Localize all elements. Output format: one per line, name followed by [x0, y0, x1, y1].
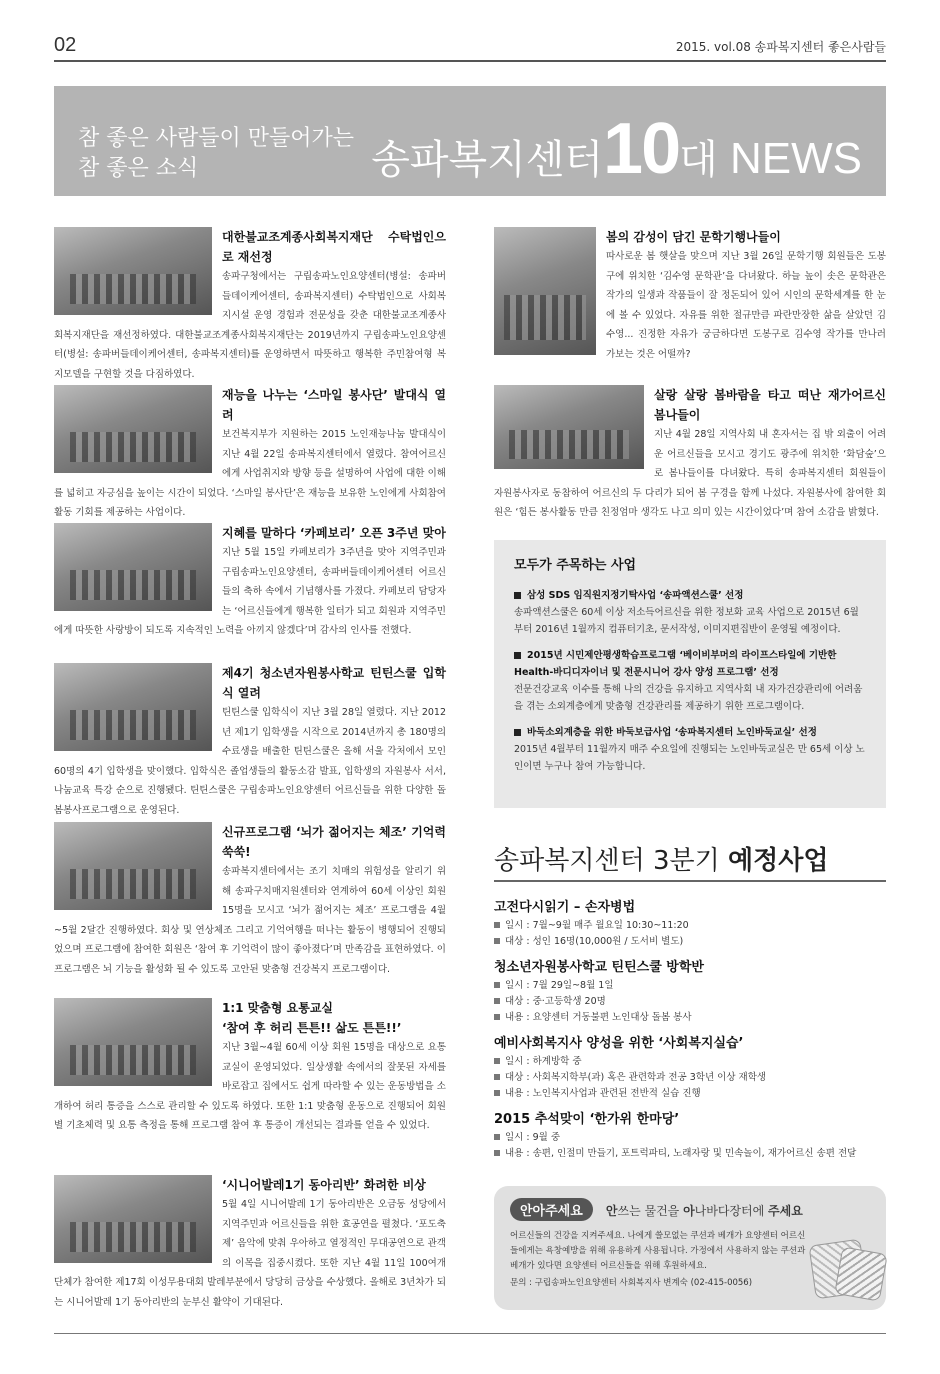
schedule-list — [494, 890, 886, 1162]
article-body: 지난 3월~4월 60세 이상 회원 15명을 대상으로 요통교실이 운영되었다. 일상생활 속에서의 잘못된 자세를 바로잡고 집에서도 쉽게 따라할 수 있는 운동방법을 소개하여 허리 통증을 스스로 관리할 수 있도록 하였다. 또한 1:1 맞춤형 운동으로 진행되어 회원별 기초체력 및 요통 측정을 통해 프로그램 참여 후 통증이 개선되는 결과를 얻을 수 있었다. — [54, 1042, 446, 1132]
article-body: 지난 4월 28일 지역사회 내 혼자서는 집 밖 외출이 어려운 어르신들을 모시고 경기도 광주에 위치한 ‘화담숲’으로 봄나들이를 다녀왔다. 특히 송파복지센터 회원들이 자원봉사자로 동참하여 어르신의 두 다리가 되어 봄 구경을 함께 나섰다. 자원봉사에 참여한 회원은 ‘힘든 봉사활동 만큼 친정엄마 생각도 나고 의미 있는 시간이었다’며 참여 소감을 밝혔다. — [494, 429, 886, 519]
banner-title — [371, 108, 862, 190]
featured-item-body: 송파액션스쿨은 60세 이상 저소득어르신을 위한 정보화 교육 사업으로 2015년 6월부터 2016년 1월까지 컴퓨터기초, 문서작성, 이미지편집반이 운영될 예정이다. — [514, 607, 859, 635]
notice-headline: 안쓰는 물건을 아나바다장터에 주세요 — [605, 1204, 803, 1218]
article-title: 살랑 살랑 봄바람을 타고 떠난 재가어르신 봄나들이 — [654, 388, 886, 422]
featured-item — [514, 647, 866, 715]
article-photo — [54, 227, 212, 315]
article-foundation — [54, 227, 446, 385]
article-photo — [54, 998, 212, 1086]
article-senior-ballet — [54, 1175, 446, 1313]
bullet-square-icon — [494, 998, 500, 1004]
article-photo — [54, 385, 212, 473]
bullet-square-icon — [514, 592, 521, 599]
bullet-square-icon — [494, 1134, 500, 1140]
banner-title-number: 10 — [603, 109, 680, 189]
bullet-square-icon — [494, 1074, 500, 1080]
banner-subtitle-line2: 참 좋은 소식 — [78, 156, 199, 181]
schedule-group-title: 청소년자원봉사학교 틴틴스쿨 방학반 — [494, 960, 704, 975]
article-body: 따사로운 봄 햇살을 맞으며 지난 3월 26일 문학기행 회원들은 도봉구에 위치한 ‘김수영 문학관’을 다녀왔다. 하늘 높이 솟은 문학관은 작가의 일생과 작품들이 잘 정돈되어 있어 시인의 문학세계를 한 눈에 볼 수 있었다. 자유를 위한 절규만큼 파란만장한 삶을 살았던 김수영... 진정한 자유가 궁금하다면 도봉구로 김수영 작가를 만나러 가보는 것은 어떨까? — [606, 251, 886, 360]
schedule-heading-a: 송파복지센터 3분기 — [494, 846, 728, 876]
banner-subtitle-line1: 참 좋은 사람들이 만들어가는 — [78, 126, 355, 151]
bullet-square-icon — [494, 982, 500, 988]
featured-item-title: 바둑소외계층을 위한 바둑보급사업 ‘송파복지센터 노인바둑교실’ 선정 — [527, 727, 817, 738]
featured-item-title: 삼성 SDS 임직원지정기탁사업 ‘송파액션스쿨’ 선정 — [527, 590, 744, 601]
article-photo — [494, 227, 596, 355]
issue-label: 2015. vol.08 송파복지센터 좋은사람들 — [675, 40, 886, 54]
banner-subtitle — [78, 124, 354, 184]
bullet-square-icon — [494, 1150, 500, 1156]
featured-item — [514, 724, 866, 775]
article-photo — [494, 385, 644, 469]
featured-projects-box — [494, 540, 886, 808]
schedule-line: 일시 : 하계방학 중 — [494, 1054, 886, 1070]
schedule-line: 대상 : 사회복지학부(과) 혹은 관련학과 전공 3학년 이상 재학생 — [494, 1070, 886, 1086]
schedule-line: 내용 : 요양센터 거동불편 노인대상 돌봄 봉사 — [494, 1010, 886, 1026]
schedule-line: 일시 : 9월 중 — [494, 1130, 886, 1146]
featured-item-title: 2015년 시민제안평생학습프로그램 ‘베이비부머의 라이프스타일에 기반한 Health-바디디자이너 및 전문시니어 강사 양성 프로그램’ 선정 — [514, 650, 837, 678]
article-smile-volunteers — [54, 385, 446, 523]
article-body: 송파복지센터에서는 조기 치매의 위험성을 알리기 위해 송파구치매지원센터와 연계하여 60세 이상인 회원 15명을 모시고 ‘뇌가 젊어지는 체조’ 프로그램을 4월~5월 2달간 진행하였다. 회상 및 연상체조 그리고 기억여행을 떠나는 활동이 병행되어 진행되었으며 프로그램에 참여한 회원은 ‘참여 후 기억력이 많이 좋아졌다’며 만족감을 표현하였다. 이 프로그램은 뇌 기능을 활성화 될 수 있도록 고안된 맞춤형 건강복지 프로그램이다. — [54, 866, 446, 975]
article-photo — [54, 1175, 212, 1263]
article-body: 보건복지부가 지원하는 2015 노인재능나눔 발대식이 지난 4월 22일 송파복지센터에서 열렸다. 참여어르신에게 사업취지와 방향 등을 설명하여 사업에 대한 이해를 넓히고 자긍심을 높이는 시간이 되었다. ‘스마일 봉사단’은 재능을 보유한 노인에게 사회참여 활동 기회를 제공하는 사업이다. — [54, 429, 446, 519]
notice-text: 어르신들의 건강을 지켜주세요. 나에게 쓸모없는 쿠션과 베개가 요양센터 어르신들에게는 욕창예방을 위해 유용하게 사용됩니다. 가정에서 사용하지 않는 쿠션과 베개가 있다면 요양센터 어르신들을 위해 후원하세요. — [510, 1231, 806, 1271]
schedule-line: 일시 : 7월 29일~8월 1일 — [494, 978, 886, 994]
schedule-heading-b: 예정사업 — [728, 846, 829, 876]
article-body: 틴틴스쿨 입학식이 지난 3월 28일 열렸다. 지난 2012년 제1기 입학생을 시작으로 2014년까지 총 180명의 수료생을 배출한 틴틴스쿨은 올해 서울 각처에서 모인 60명의 4기 입학생을 맞이했다. 입학식은 졸업생들의 활동소감 발표, 입학생의 자원봉사 서서, 나눔교육 특강 순으로 진행됐다. 틴틴스쿨은 구립송파노인요양센터 어르신들을 위한 다양한 돌봄봉사프로그램으로 운영된다. — [54, 707, 446, 816]
bullet-square-icon — [514, 652, 521, 659]
bullet-square-icon — [494, 1058, 500, 1064]
bullet-square-icon — [514, 729, 521, 736]
news-banner — [54, 86, 886, 196]
article-title: ‘시니어발레1기 동아리반’ 화려한 비상 — [222, 1178, 426, 1192]
article-body: 5월 4일 시니어발레 1기 동아리반은 오금동 성당에서 지역주민과 어르신들을 위한 효공연을 펼쳤다. ‘포도축제’ 음악에 맞춰 우아하고 열정적인 무대공연으로 관객의 이목을 집중시켰다. 또한 지난 4월 11일 100여개 단체가 참여한 제17회 이성무용대회 발레부분에서 당당히 금상을 수상했다. 올해로 3년차가 되는 시니어발레 1기 동아리반의 눈부신 활약이 기대된다. — [54, 1199, 446, 1308]
featured-item — [514, 587, 866, 638]
article-teentin-school — [54, 663, 446, 821]
notice-badge: 안아주세요 — [510, 1198, 593, 1221]
article-title: 대한불교조계종사회복지재단 수탁법인으로 재선정 — [222, 230, 446, 264]
article-body: 송파구청에서는 구립송파노인요양센터(병설: 송파버들데이케어센터, 송파복지센터) 수탁법인으로 사회복지시설 운영 경험과 전문성을 갖춘 대한불교조계종사회복지재단을 재선정하였다. 대한불교조계종사회복지재단는 2019년까지 구립송파노인요양센터(병설: 송파버들데이케어센터, 송파복지센터)를 운영하면서 따뜻하고 행복한 주민참여형 복지모델을 구현할 것을 다짐하였다. — [54, 271, 446, 380]
bullet-square-icon — [494, 922, 500, 928]
article-title-line2: ‘참여 후 허리 튼튼!! 삶도 튼튼!!’ — [222, 1021, 402, 1035]
article-title: 제4기 청소년자원봉사학교 틴틴스쿨 입학식 열려 — [222, 666, 446, 700]
banner-title-news: NEWS — [717, 134, 862, 183]
schedule-line: 대상 : 성인 16명(10,000원 / 도서비 별도) — [494, 934, 886, 950]
schedule-heading — [494, 840, 828, 877]
footer-rule — [54, 1333, 886, 1334]
bullet-square-icon — [494, 1014, 500, 1020]
schedule-line: 내용 : 송편, 인절미 만들기, 포트럭파티, 노래자랑 및 민속놀이, 재가어르신 송편 전달 — [494, 1146, 886, 1162]
article-photo — [54, 663, 212, 751]
schedule-group-title: 고전다시읽기 – 손자병법 — [494, 900, 636, 915]
featured-projects-title: 모두가 주목하는 사업 — [514, 558, 637, 573]
featured-item-body: 전문건강교육 이수를 통해 나의 건강을 유지하고 지역사회 내 자가건강관리에 어려움을 겪는 소외계층에게 맞춤형 건강관리를 제공하기 위한 프로그램이다. — [514, 684, 863, 712]
banner-title-center: 송파복지센터 — [371, 137, 604, 183]
article-title: 신규프로그램 ‘뇌가 젊어지는 체조’ 기억력 쑥쑥! — [222, 825, 446, 859]
donation-notice — [494, 1186, 886, 1310]
cushion-icon — [834, 1246, 888, 1301]
article-title: 지혜를 말하다 ‘카페보리’ 오픈 3주년 맞아 — [222, 526, 446, 540]
header-rule — [54, 60, 886, 62]
banner-title-dae: 대 — [679, 137, 718, 183]
article-title: 봄의 감성이 담긴 문학기행나들이 — [606, 230, 781, 244]
article-brain-exercise — [54, 822, 446, 980]
bullet-square-icon — [494, 1090, 500, 1096]
article-photo — [54, 822, 212, 910]
schedule-line: 일시 : 7월~9월 매주 월요일 10:30~11:20 — [494, 918, 886, 934]
article-spring-outing — [494, 385, 886, 523]
schedule-rule — [494, 880, 886, 882]
schedule-group-title: 예비사회복지사 양성을 위한 ‘사회복지실습’ — [494, 1036, 744, 1051]
schedule-line: 내용 : 노인복지사업과 관련된 전반적 실습 진행 — [494, 1086, 886, 1102]
schedule-group-title: 2015 추석맞이 ‘한가위 한마당’ — [494, 1112, 680, 1127]
article-back-class — [54, 998, 446, 1136]
article-title: 1:1 맞춤형 요통교실 — [222, 1001, 333, 1015]
bullet-square-icon — [494, 938, 500, 944]
article-literary-trip — [494, 227, 886, 365]
page-number: 02 — [54, 34, 77, 56]
notice-contact: 문의 : 구립송파노인요양센터 사회복지사 변계숙 (02-415-0056) — [510, 1278, 753, 1288]
article-body: 지난 5월 15일 카페보리가 3주년을 맞아 지역주민과 구립송파노인요양센터, 송파버들데이케어센터 어르신들의 축하 속에서 기념행사를 가졌다. 카페보리 담당자는 ‘어르신들에게 행복한 일터가 되고 회원과 지역주민에게 따뜻한 사랑방이 되도록 지속적인 노력을 아끼지 않겠다’며 감사의 인사를 전했다. — [54, 547, 446, 637]
schedule-line: 대상 : 중·고등학생 20명 — [494, 994, 886, 1010]
article-photo — [54, 523, 212, 611]
article-title: 재능을 나누는 ‘스마일 봉사단’ 발대식 열려 — [222, 388, 446, 422]
article-cafe-bori — [54, 523, 446, 641]
featured-item-body: 2015년 4월부터 11월까지 매주 수요일에 진행되는 노인바둑교실은 만 65세 이상 노인이면 누구나 참여 가능합니다. — [514, 744, 865, 772]
